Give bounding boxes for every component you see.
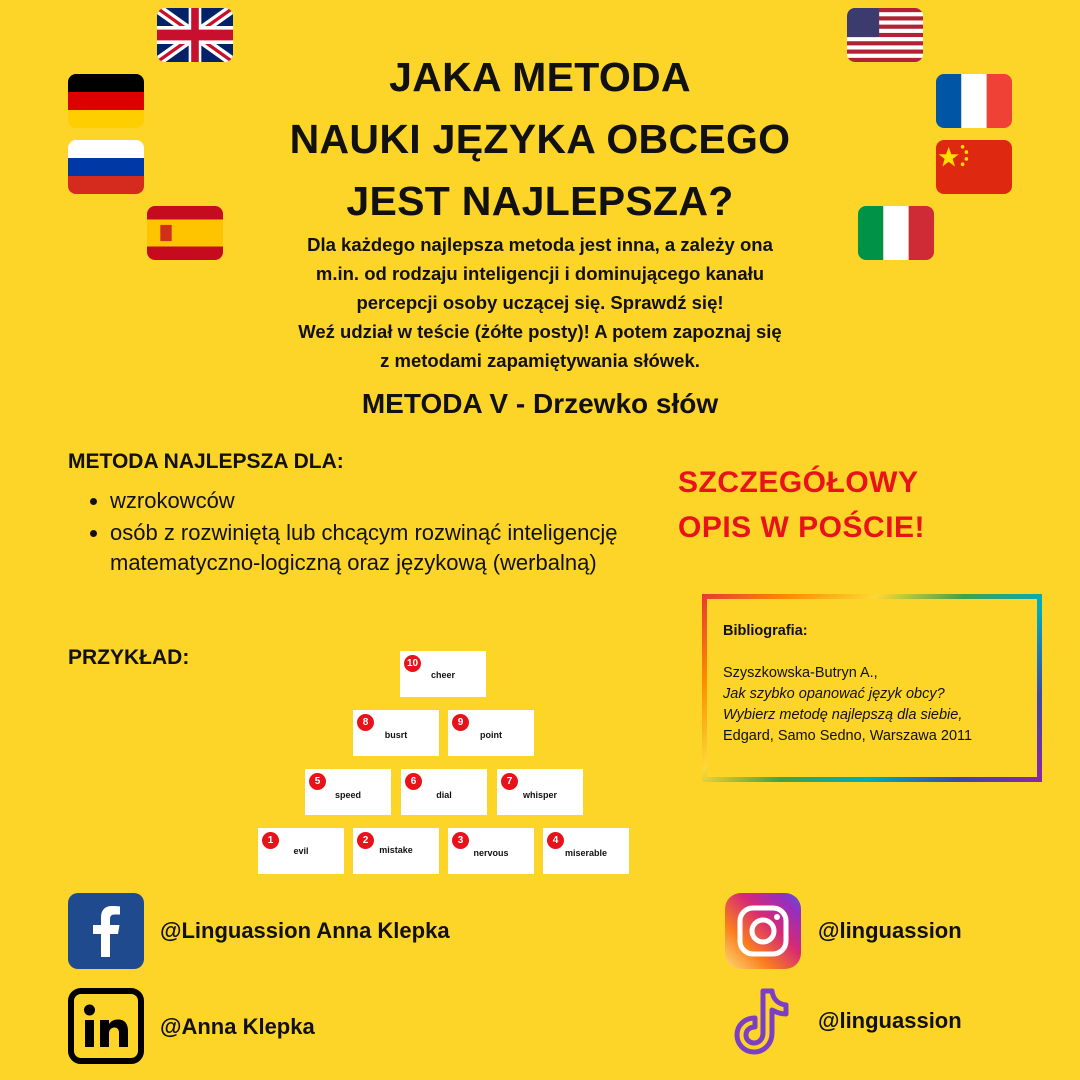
bibliography-title: Wybierz metodę najlepszą dla siebie,: [723, 707, 963, 723]
number-badge: 10: [404, 655, 421, 672]
word-card: [497, 769, 583, 815]
word-card: [305, 769, 391, 815]
instagram-icon[interactable]: [725, 893, 801, 969]
bibliography-heading: Bibliografia:: [723, 623, 808, 639]
france-flag-icon: [936, 74, 1012, 128]
word-card: [400, 651, 486, 697]
bibliography-box: [702, 594, 1042, 782]
word-label: evil: [293, 846, 309, 856]
word-card: [258, 828, 344, 874]
best-for-heading: METODA NAJLEPSZA DLA:: [68, 450, 344, 473]
number-badge: 1: [262, 832, 279, 849]
list-item: • osób z rozwiniętą lub chcącym rozwinąć inteligencję matematyczno-logiczną oraz językową (werbalną): [110, 518, 670, 578]
word-label: dial: [436, 790, 452, 800]
intro-line: Weź udział w teście (żółte posty)! A potem zapoznaj się: [298, 321, 782, 342]
linkedin-icon[interactable]: [68, 988, 144, 1064]
list-item: • wzrokowców: [110, 486, 670, 516]
title-line: JAKA METODA: [389, 54, 691, 100]
facebook-handle[interactable]: @Linguassion Anna Klepka: [160, 918, 450, 943]
detail-line: SZCZEGÓŁOWY: [678, 466, 919, 499]
number-badge: 4: [547, 832, 564, 849]
intro-line: z metodami zapamiętywania słówek.: [380, 350, 700, 371]
word-card: [543, 828, 629, 874]
tiktok-handle[interactable]: @linguassion: [818, 1008, 962, 1033]
detail-line: OPIS W POŚCIE!: [678, 511, 926, 544]
word-label: cheer: [430, 670, 456, 680]
detail-callout: [678, 460, 925, 550]
germany-flag-icon: [68, 74, 144, 128]
word-label: nervous: [473, 848, 509, 858]
china-flag-icon: [936, 140, 1012, 194]
word-label: whisper: [522, 790, 557, 800]
word-label: point: [480, 730, 502, 740]
facebook-icon[interactable]: [68, 893, 144, 969]
number-badge: 8: [357, 714, 374, 731]
number-badge: 6: [405, 773, 422, 790]
page-title: [200, 46, 880, 232]
intro-line: m.in. od rodzaju inteligencji i dominującego kanału: [315, 263, 765, 284]
word-label: speed: [334, 790, 361, 800]
word-card: [448, 828, 534, 874]
word-label: busrt: [384, 730, 408, 740]
method-title: METODA V - Drzewko słów: [361, 388, 719, 419]
bibliography-author: Szyszkowska-Butryn A.,: [723, 665, 878, 681]
intro-line: percepcji osoby uczącej się. Sprawdź się!: [356, 292, 724, 313]
linkedin-handle[interactable]: @Anna Klepka: [160, 1014, 315, 1039]
intro-text: [230, 230, 850, 375]
title-line: JEST NAJLEPSZA?: [346, 178, 734, 224]
word-card: [353, 710, 439, 756]
example-heading: PRZYKŁAD:: [68, 646, 190, 669]
number-badge: 9: [452, 714, 469, 731]
word-label: miserable: [564, 848, 608, 858]
russia-flag-icon: [68, 140, 144, 194]
number-badge: 2: [357, 832, 374, 849]
word-card: [448, 710, 534, 756]
word-card: [401, 769, 487, 815]
best-for-list: [80, 486, 670, 580]
number-badge: 7: [501, 773, 518, 790]
title-line: NAUKI JĘZYKA OBCEGO: [289, 116, 791, 162]
bibliography-title: Jak szybko opanować język obcy?: [723, 686, 945, 702]
instagram-handle[interactable]: @linguassion: [818, 918, 962, 943]
number-badge: 5: [309, 773, 326, 790]
intro-line: Dla każdego najlepsza metoda jest inna, a zależy ona: [307, 234, 773, 255]
word-card: [353, 828, 439, 874]
number-badge: 3: [452, 832, 469, 849]
bibliography-publisher: Edgard, Samo Sedno, Warszawa 2011: [723, 728, 973, 744]
tiktok-icon[interactable]: [725, 985, 801, 1061]
word-label: mistake: [379, 845, 413, 855]
